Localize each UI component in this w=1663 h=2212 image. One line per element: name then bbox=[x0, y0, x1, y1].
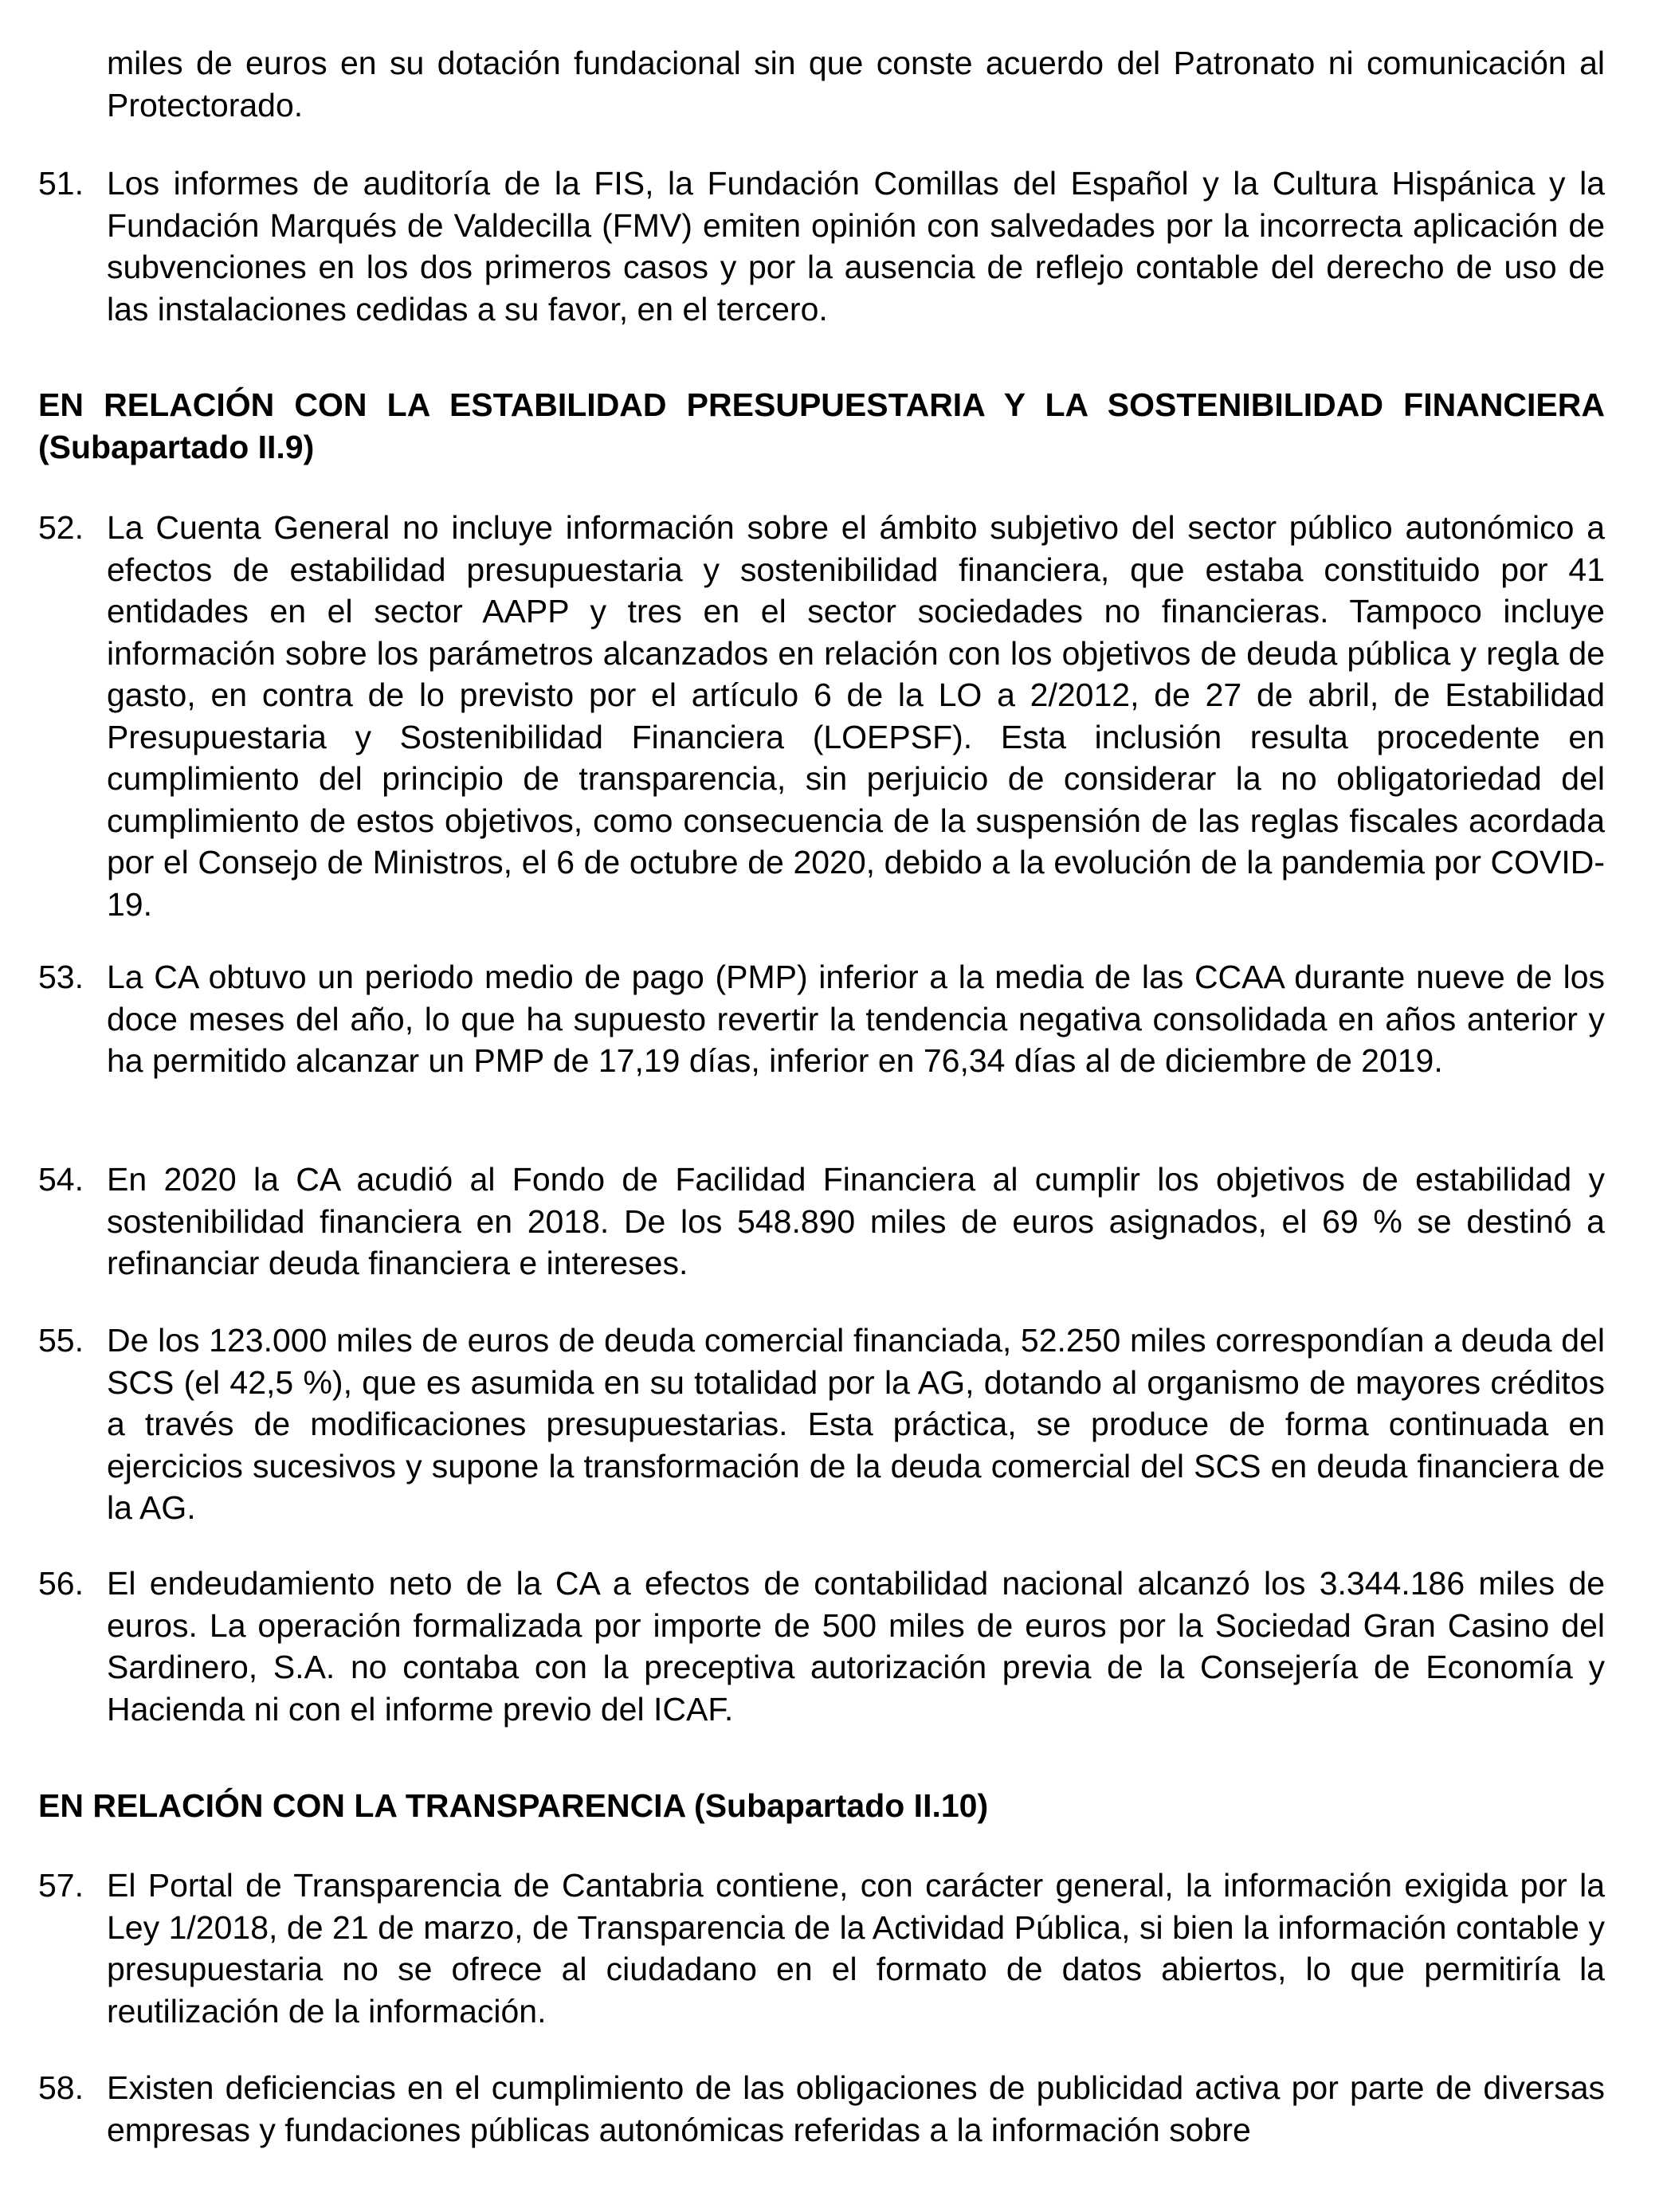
paragraph-number: 56. bbox=[38, 1565, 84, 1602]
paragraph-text: En 2020 la CA acudió al Fondo de Facilidad Financiera al cumplir los objetivos de estabilidad y sostenibilidad financiera en 2018. De los 548.890 miles de euros asignados, el 69 % se destinó a refinanciar deuda financiera e intereses. bbox=[107, 1161, 1605, 1281]
paragraph-52 bbox=[38, 507, 1605, 925]
continuation-paragraph bbox=[38, 42, 1605, 126]
paragraph-number: 54. bbox=[38, 1161, 84, 1198]
paragraph-number: 51. bbox=[38, 165, 84, 202]
paragraph-55 bbox=[38, 1320, 1605, 1529]
paragraph-text: Los informes de auditoría de la FIS, la Fundación Comillas del Español y la Cultura Hispánica y la Fundación Marqués de Valdecilla (FMV) emiten opinión con salvedades por la incorrecta aplicación de subvenciones en los dos primeros casos y por la ausencia de reflejo contable del derecho de uso de las instalaciones cedidas a su favor, en el tercero. bbox=[107, 165, 1605, 327]
paragraph-number: 53. bbox=[38, 959, 84, 995]
paragraph-text: Existen deficiencias en el cumplimiento de las obligaciones de publicidad activa por parte de diversas empresas y fundaciones públicas autonómicas referidas a la información sobre bbox=[107, 2069, 1605, 2148]
paragraph-text: El Portal de Transparencia de Cantabria contiene, con carácter general, la información exigida por la Ley 1/2018, de 21 de marzo, de Transparencia de la Actividad Pública, si bien la información contable y presupuestaria no se ofrece al ciudadano en el formato de datos abiertos, lo que permitiría la reutilización de la información. bbox=[107, 1867, 1605, 2030]
paragraph-58 bbox=[38, 2067, 1605, 2151]
paragraph-54 bbox=[38, 1159, 1605, 1284]
paragraph-text: De los 123.000 miles de euros de deuda comercial financiada, 52.250 miles correspondían a deuda del SCS (el 42,5 %), que es asumida en su totalidad por la AG, dotando al organismo de mayores créditos a través de modificaciones presupuestarias. Esta práctica, se produce de forma continuada en ejercicios sucesivos y supone la transformación de la deuda comercial del SCS en deuda financiera de la AG. bbox=[107, 1322, 1605, 1526]
paragraph-number: 57. bbox=[38, 1867, 84, 1904]
paragraph-56 bbox=[38, 1563, 1605, 1730]
section-heading-transparency: EN RELACIÓN CON LA TRANSPARENCIA (Subapartado II.10) bbox=[38, 1787, 989, 1824]
paragraph-number: 52. bbox=[38, 509, 84, 546]
paragraph-53 bbox=[38, 956, 1605, 1082]
paragraph-text: miles de euros en su dotación fundacional sin que conste acuerdo del Patronato ni comunicación al Protectorado. bbox=[107, 45, 1605, 124]
paragraph-number: 58. bbox=[38, 2069, 84, 2106]
paragraph-51 bbox=[38, 163, 1605, 330]
paragraph-57 bbox=[38, 1865, 1605, 2032]
paragraph-text: La Cuenta General no incluye información sobre el ámbito subjetivo del sector público autonómico a efectos de estabilidad presupuestaria y sostenibilidad financiera, que estaba constituido por 41 entidades en el sector AAPP y tres en el sector sociedades no financieras. Tampoco incluye información sobre los parámetros alcanzados en relación con los objetivos de deuda pública y regla de gasto, en contra de lo previsto por el artículo 6 de la LO a 2/2012, de 27 de abril, de Estabilidad Presupuestaria y Sostenibilidad Financiera (LOEPSF). Esta inclusión resulta procedente en cumplimiento del principio de transparencia, sin perjuicio de considerar la no obligatoriedad del cumplimiento de estos objetivos, como consecuencia de la suspensión de las reglas fiscales acordada por el Consejo de Ministros, el 6 de octubre de 2020, debido a la evolución de la pandemia por COVID-19. bbox=[107, 509, 1605, 923]
paragraph-text: El endeudamiento neto de la CA a efectos de contabilidad nacional alcanzó los 3.344.186 miles de euros. La operación formalizada por importe de 500 miles de euros por la Sociedad Gran Casino del Sardinero, S.A. no contaba con la preceptiva autorización previa de la Consejería de Economía y Hacienda ni con el informe previo del ICAF. bbox=[107, 1565, 1605, 1728]
paragraph-number: 55. bbox=[38, 1322, 84, 1359]
paragraph-text: La CA obtuvo un periodo medio de pago (PMP) inferior a la media de las CCAA durante nueve de los doce meses del año, lo que ha supuesto revertir la tendencia negativa consolidada en años anterior y ha permitido alcanzar un PMP de 17,19 días, inferior en 76,34 días al de diciembre de 2019. bbox=[107, 959, 1605, 1079]
section-heading-stability: EN RELACIÓN CON LA ESTABILIDAD PRESUPUESTARIA Y LA SOSTENIBILIDAD FINANCIERA (Subapartado II.9) bbox=[38, 386, 1605, 465]
